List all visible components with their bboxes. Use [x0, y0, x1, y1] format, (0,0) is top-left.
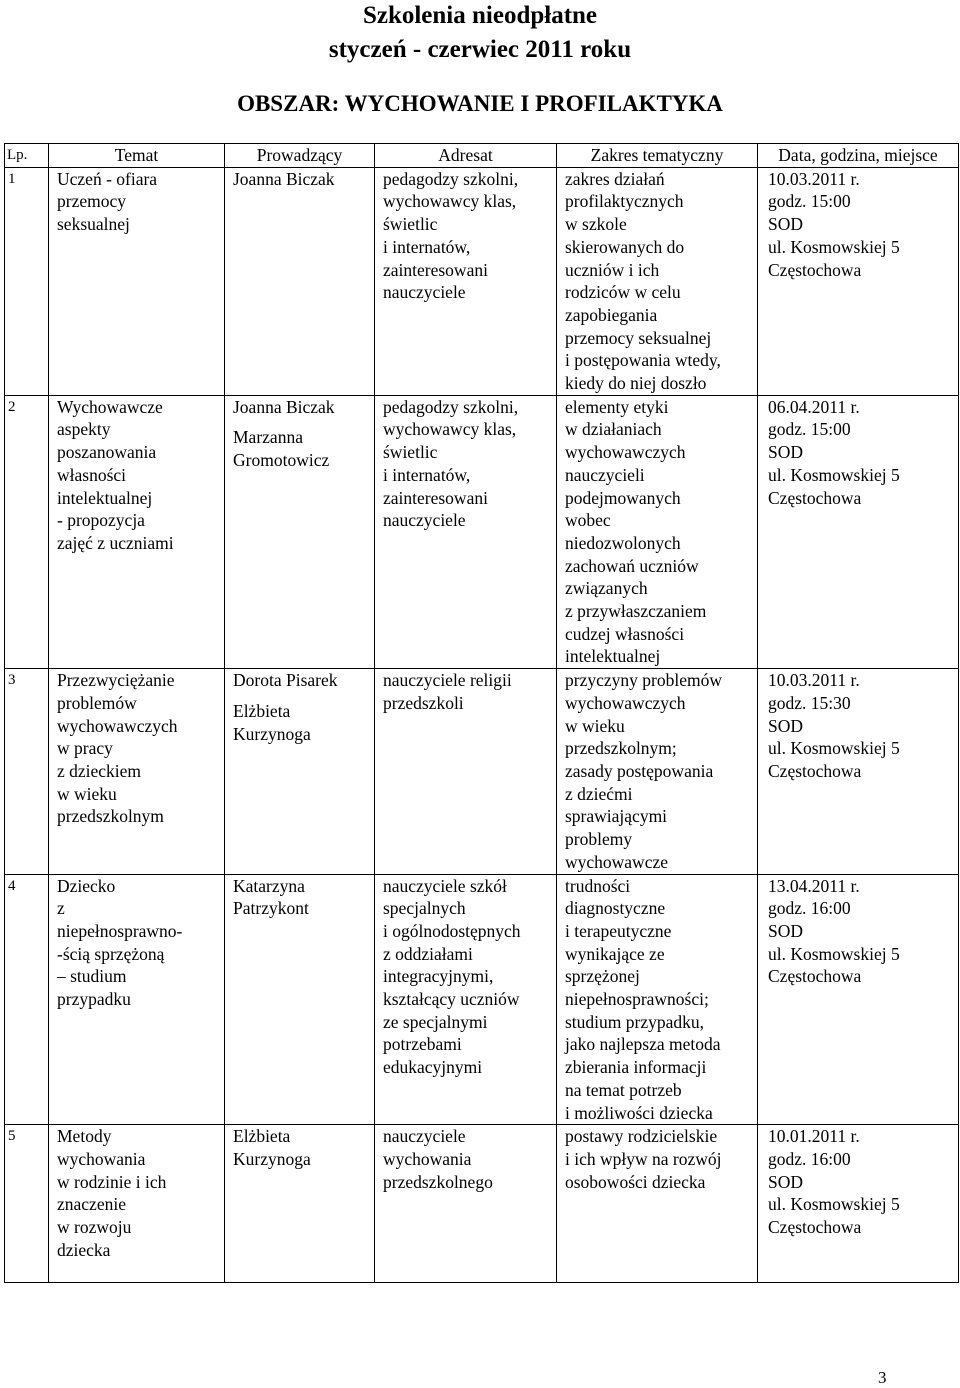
scope-cell-line: wychowawczych	[565, 442, 686, 463]
scope-cell-line: rodziców w celu	[565, 282, 681, 303]
scope-cell-line: związanych	[565, 578, 648, 599]
date-place-cell-line: Częstochowa	[768, 966, 862, 987]
scope-cell-line: niepełnosprawności;	[565, 989, 709, 1010]
topic-cell-line: przemocy	[57, 191, 126, 212]
audience-cell-line: wychowawcy klas,	[383, 191, 517, 212]
scope-cell-line: elementy etyki	[565, 396, 669, 417]
topic-cell-line: dziecka	[57, 1239, 111, 1260]
scope-cell-line: wobec	[565, 510, 611, 531]
audience-cell-line: świetlic	[383, 214, 438, 235]
scope-cell-line: i możliwości dziecka	[565, 1102, 713, 1123]
table-row	[5, 874, 959, 1125]
scope-cell-line: niedozwolonych	[565, 532, 681, 553]
scope-cell-line: w wieku	[565, 715, 625, 736]
date-place-cell-line: SOD	[768, 214, 804, 235]
header-adresat: Adresat	[375, 144, 557, 168]
audience-cell-line: świetlic	[383, 442, 438, 463]
scope-cell	[557, 669, 758, 874]
date-place-cell-line: SOD	[768, 1171, 804, 1192]
scope-cell-line: wynikające ze	[565, 943, 665, 964]
scope-cell-line: wychowawczych	[565, 692, 686, 713]
audience-cell-line: nauczyciele szkół	[383, 875, 507, 896]
row-number: 3	[5, 669, 49, 874]
scope-cell-line: zasady postępowania	[565, 760, 714, 781]
scope-cell-line: intelektualnej	[565, 646, 661, 667]
trainer-cell-line: Patrzykont	[233, 898, 309, 919]
topic-cell-line: wychowania	[57, 1148, 146, 1169]
topic-cell-line: niepełnosprawno-	[57, 920, 183, 941]
trainer-cell	[225, 167, 375, 395]
trainer-cell-line: Gromotowicz	[233, 450, 330, 471]
scope-cell	[557, 1125, 758, 1283]
table-row	[5, 395, 959, 668]
date-place-cell-line: godz. 15:30	[768, 692, 851, 713]
audience-cell-line: z oddziałami	[383, 943, 473, 964]
audience-cell	[375, 669, 557, 874]
row-number: 4	[5, 874, 49, 1125]
trainer-cell-line: Dorota Pisarek	[233, 670, 338, 691]
audience-cell-line: pedagodzy szkolni,	[383, 168, 519, 189]
topic-cell	[49, 874, 225, 1125]
scope-cell-line: wychowawcze	[565, 851, 669, 872]
topic-cell-line: w rodzinie i ich	[57, 1171, 167, 1192]
audience-cell-line: kształcący uczniów	[383, 989, 520, 1010]
audience-cell-line: ze specjalnymi	[383, 1011, 488, 1032]
topic-cell-line: Przezwyciężanie	[57, 670, 175, 691]
topic-cell-line: przedszkolnym	[57, 806, 164, 827]
scope-cell-line: sprawiającymi	[565, 806, 668, 827]
date-place-cell-line: 10.03.2011 r.	[768, 670, 860, 691]
scope-cell-line: z dziećmi	[565, 783, 633, 804]
topic-cell-line: Wychowawcze	[57, 396, 163, 417]
audience-cell-line: zainteresowani	[383, 259, 488, 280]
audience-cell-line: edukacyjnymi	[383, 1057, 483, 1078]
topic-cell-line: w rozwoju	[57, 1217, 132, 1238]
scope-cell-line: w działaniach	[565, 419, 662, 440]
date-place-cell-line: SOD	[768, 442, 804, 463]
trainer-cell-line: Kurzynoga	[233, 723, 311, 744]
area-heading: OBSZAR: WYCHOWANIE I PROFILAKTYKA	[237, 91, 723, 116]
audience-cell-line: i internatów,	[383, 236, 471, 257]
row-number: 1	[5, 167, 49, 395]
audience-cell	[375, 167, 557, 395]
header-lp: Lp.	[5, 144, 49, 168]
scope-cell-line: uczniów i ich	[565, 259, 660, 280]
trainer-cell	[225, 874, 375, 1125]
trainer-cell-line: Joanna Biczak	[233, 396, 335, 417]
scope-cell-line: sprzężonej	[565, 966, 640, 987]
trainer-cell-line	[233, 418, 370, 426]
table-row	[5, 1125, 959, 1283]
topic-cell	[49, 1125, 225, 1283]
topic-cell-line: - propozycja	[57, 510, 145, 531]
scope-cell-line: jako najlepsza metoda	[565, 1034, 721, 1055]
topic-cell-line: Uczeń - ofiara	[57, 168, 158, 189]
topic-cell-line: przypadku	[57, 989, 131, 1010]
topic-cell-line: w pracy	[57, 738, 113, 759]
audience-cell-line: przedszkolnego	[383, 1171, 493, 1192]
table-row	[5, 167, 959, 395]
audience-cell-line: nauczyciele religii	[383, 670, 512, 691]
scope-cell-line: profilaktycznych	[565, 191, 684, 212]
scope-cell-line: cudzej własności	[565, 623, 685, 644]
audience-cell-line: przedszkoli	[383, 692, 464, 713]
table-body	[5, 167, 959, 1283]
audience-cell-line: integracyjnymi,	[383, 966, 494, 987]
scope-cell-line: trudności	[565, 875, 631, 896]
date-place-cell-line: godz. 16:00	[768, 898, 851, 919]
audience-cell-line: nauczyciele	[383, 510, 466, 531]
topic-cell-line: seksualnej	[57, 214, 130, 235]
topic-cell-line: – studium	[57, 966, 127, 987]
audience-cell-line: i ogólnodostępnych	[383, 920, 521, 941]
topic-cell-line: z	[57, 898, 65, 919]
trainer-cell-line	[233, 692, 370, 700]
scope-cell-line: z przywłaszczaniem	[565, 601, 707, 622]
date-place-cell-line: ul. Kosmowskiej 5	[768, 236, 900, 257]
date-place-cell-line: Częstochowa	[768, 487, 862, 508]
topic-cell-line: aspekty	[57, 419, 111, 440]
topic-cell-line: poszanowania	[57, 442, 157, 463]
topic-cell-line: Metody	[57, 1126, 112, 1147]
trainer-cell-line: Elżbieta	[233, 700, 291, 721]
audience-cell-line: specjalnych	[383, 898, 466, 919]
date-place-cell-line: 13.04.2011 r.	[768, 875, 860, 896]
audience-cell	[375, 1125, 557, 1283]
date-place-cell	[758, 167, 959, 395]
scope-cell-line: na temat potrzeb	[565, 1079, 682, 1100]
scope-cell-line: nauczycieli	[565, 464, 645, 485]
document-subtitle: styczeń - czerwiec 2011 roku	[328, 36, 632, 63]
trainer-cell-line: Kurzynoga	[233, 1148, 311, 1169]
audience-cell	[375, 395, 557, 668]
scope-cell-line: zakres działań	[565, 168, 665, 189]
trainer-cell	[225, 669, 375, 874]
topic-cell-line: wychowawczych	[57, 715, 178, 736]
scope-cell	[557, 167, 758, 395]
topic-cell	[49, 395, 225, 668]
scope-cell-line: studium przypadku,	[565, 1011, 705, 1032]
date-place-cell-line: ul. Kosmowskiej 5	[768, 464, 900, 485]
scope-cell-line: i ich wpływ na rozwój	[565, 1148, 722, 1169]
date-place-cell-line: godz. 16:00	[768, 1148, 851, 1169]
scope-cell-line: zachowań uczniów	[565, 555, 699, 576]
scope-cell	[557, 395, 758, 668]
topic-cell-line: problemów	[57, 692, 137, 713]
scope-cell-line: przemocy seksualnej	[565, 327, 712, 348]
audience-cell-line: wychowania	[383, 1148, 472, 1169]
audience-cell-line: potrzebami	[383, 1034, 462, 1055]
header-zakres: Zakres tematyczny	[557, 144, 758, 168]
date-place-cell	[758, 395, 959, 668]
date-place-cell	[758, 1125, 959, 1283]
audience-cell-line: zainteresowani	[383, 487, 488, 508]
topic-cell-line: -ścią sprzężoną	[57, 943, 165, 964]
topic-cell-line: z dzieckiem	[57, 760, 142, 781]
topic-cell-line: własności	[57, 464, 127, 485]
scope-cell-line: i postępowania wtedy,	[565, 350, 721, 371]
row-number: 2	[5, 395, 49, 668]
date-place-cell-line: godz. 15:00	[768, 191, 851, 212]
audience-cell-line: nauczyciele	[383, 282, 466, 303]
audience-cell	[375, 874, 557, 1125]
scope-cell-line: skierowanych do	[565, 236, 685, 257]
date-place-cell-line: Częstochowa	[768, 760, 862, 781]
trainer-cell-line: Marzanna	[233, 427, 303, 448]
trainer-cell-line: Katarzyna	[233, 875, 305, 896]
date-place-cell-line: ul. Kosmowskiej 5	[768, 738, 900, 759]
row-number: 5	[5, 1125, 49, 1283]
scope-cell-line: podejmowanych	[565, 487, 681, 508]
header-data: Data, godzina, miejsce	[758, 144, 959, 168]
audience-cell-line: pedagodzy szkolni,	[383, 396, 519, 417]
scope-cell-line: w szkole	[565, 214, 627, 235]
scope-cell	[557, 874, 758, 1125]
date-place-cell-line: ul. Kosmowskiej 5	[768, 943, 900, 964]
topic-cell	[49, 167, 225, 395]
date-place-cell-line: Częstochowa	[768, 259, 862, 280]
date-place-cell-line: 10.01.2011 r.	[768, 1126, 860, 1147]
topic-cell	[49, 669, 225, 874]
topic-cell-line: Dziecko	[57, 875, 116, 896]
scope-cell-line: przyczyny problemów	[565, 670, 722, 691]
audience-cell-line: i internatów,	[383, 464, 471, 485]
table-row	[5, 669, 959, 874]
trainer-cell	[225, 395, 375, 668]
header-prowadzacy: Prowadzący	[225, 144, 375, 168]
date-place-cell-line: 06.04.2011 r.	[768, 396, 860, 417]
scope-cell-line: i terapeutyczne	[565, 920, 672, 941]
topic-cell-line: w wieku	[57, 783, 117, 804]
date-place-cell-line: SOD	[768, 715, 804, 736]
trainer-cell	[225, 1125, 375, 1283]
date-place-cell-line: ul. Kosmowskiej 5	[768, 1194, 900, 1215]
training-table	[4, 143, 959, 1283]
scope-cell-line: diagnostyczne	[565, 898, 666, 919]
scope-cell-line: kiedy do niej doszło	[565, 373, 707, 394]
trainer-cell-line: Elżbieta	[233, 1126, 291, 1147]
scope-cell-line: zapobiegania	[565, 304, 658, 325]
audience-cell-line: wychowawcy klas,	[383, 419, 517, 440]
page-number: 3	[878, 1368, 887, 1387]
scope-cell-line: problemy	[565, 829, 633, 850]
topic-cell-line: zajęć z uczniami	[57, 532, 174, 553]
date-place-cell	[758, 874, 959, 1125]
scope-cell-line: zbierania informacji	[565, 1057, 707, 1078]
table-header-row	[5, 144, 959, 168]
scope-cell-line: osobowości dziecka	[565, 1171, 706, 1192]
date-place-cell-line: Częstochowa	[768, 1217, 862, 1238]
document-title: Szkolenia nieodpłatne	[362, 2, 598, 29]
audience-cell-line: nauczyciele	[383, 1126, 466, 1147]
date-place-cell-line: 10.03.2011 r.	[768, 168, 860, 189]
scope-cell-line: postawy rodzicielskie	[565, 1126, 718, 1147]
trainer-cell-line: Joanna Biczak	[233, 168, 335, 189]
header-temat: Temat	[49, 144, 225, 168]
scope-cell-line: przedszkolnym;	[565, 738, 677, 759]
topic-cell-line: znaczenie	[57, 1194, 126, 1215]
date-place-cell-line: SOD	[768, 920, 804, 941]
topic-cell-line: intelektualnej	[57, 487, 153, 508]
date-place-cell	[758, 669, 959, 874]
date-place-cell-line: godz. 15:00	[768, 419, 851, 440]
